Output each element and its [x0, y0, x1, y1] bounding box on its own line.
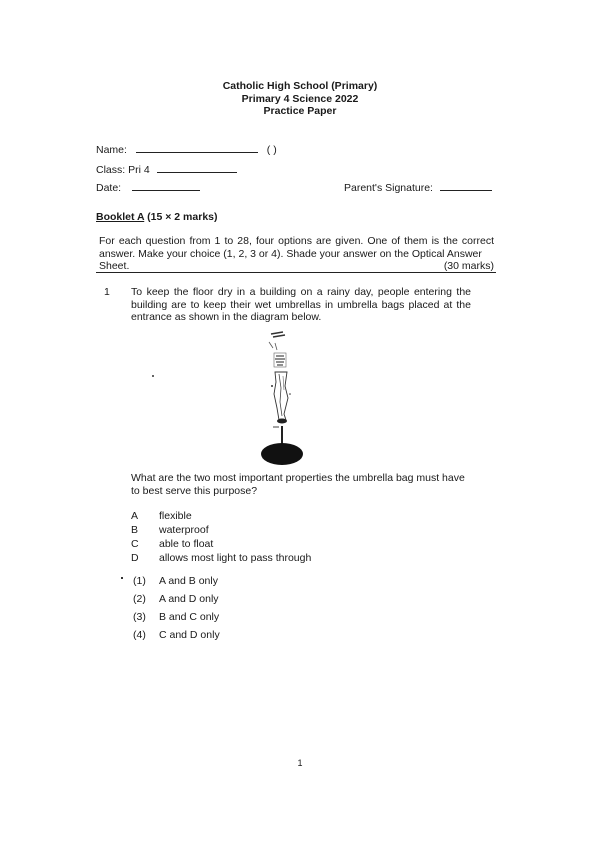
date-label: Date:: [96, 182, 122, 194]
option-text: flexible: [159, 510, 192, 522]
umbrella-bag-stand-diagram: [255, 328, 317, 468]
document-header: [0, 80, 600, 118]
class-label: Class: Pri 4: [96, 164, 150, 176]
wet-umbrella-in-bag: [271, 372, 291, 420]
scan-speck: [152, 375, 154, 377]
answer-choices-list: [133, 572, 220, 644]
signature-row: [344, 180, 492, 194]
option-letter: C: [131, 538, 139, 550]
option-text: able to float: [159, 538, 214, 550]
register-number-bracket: ( ): [266, 144, 277, 156]
page-number: 1: [297, 758, 303, 768]
subject-title: Primary 4 Science 2022: [241, 92, 359, 105]
top-marks: [269, 332, 285, 350]
instructions-total-marks: (30 marks): [443, 260, 494, 272]
answer-text: B and C only: [159, 611, 220, 623]
instructions-block: [99, 235, 494, 273]
signature-label: Parent's Signature:: [344, 182, 433, 194]
date-row: [96, 180, 200, 194]
booklet-title: Booklet A: [96, 211, 145, 223]
option-a: [131, 509, 311, 523]
option-text: waterproof: [159, 524, 209, 536]
question-number: 1: [104, 286, 110, 298]
option-b: [131, 523, 311, 537]
option-c: [131, 537, 311, 551]
name-label: Name:: [96, 144, 127, 156]
signature-line: [440, 180, 492, 191]
instructions-text: For each question from 1 to 28, four options are given. One of them is the correct answer. Make your choice (1, 2, 3 or 4). Shade your answer on the Optical Answer: [99, 235, 494, 260]
instructions-rule: [96, 272, 496, 273]
option-letter: A: [131, 510, 139, 522]
name-line: [136, 142, 258, 153]
umbrella-bag-sign: [274, 353, 286, 367]
option-text: allows most light to pass through: [159, 552, 312, 564]
instructions-last-word: Sheet.: [99, 260, 130, 272]
answer-number: (4): [133, 629, 146, 641]
question-stem: To keep the floor dry in a building on a rainy day, people entering the building are to keep their wet umbrellas in umbrella bags placed at the entrance as shown in the diagram below.: [131, 286, 471, 323]
answer-number: (3): [133, 611, 146, 623]
booklet-heading: [96, 211, 218, 223]
answer-number: (1): [133, 575, 146, 587]
answer-choice-1: [133, 572, 220, 590]
answer-number: (2): [133, 593, 146, 605]
instructions-last-line: [99, 260, 494, 273]
option-letter: B: [131, 524, 139, 536]
option-d: [131, 551, 311, 565]
class-line: [157, 162, 237, 173]
answer-choice-3: [133, 608, 220, 626]
answer-choice-4: [133, 626, 220, 644]
stand-bracket: [273, 419, 287, 428]
stand-pole-and-base: [261, 426, 303, 465]
answer-choice-2: [133, 590, 220, 608]
answer-text: A and B only: [159, 575, 218, 587]
school-name: Catholic High School (Primary): [222, 80, 378, 92]
name-row: [96, 142, 277, 156]
date-line: [132, 180, 200, 191]
answer-text: A and D only: [159, 593, 219, 605]
options-list: [131, 509, 311, 565]
scan-speck: [121, 577, 123, 579]
question-prompt: What are the two most important properties the umbrella bag must have to best serve this purpose?: [131, 472, 465, 497]
paper-title: Practice Paper: [263, 105, 337, 117]
booklet-marks: (15 × 2 marks): [147, 211, 218, 223]
class-row: [96, 162, 237, 176]
option-letter: D: [131, 552, 139, 564]
answer-text: C and D only: [159, 629, 220, 641]
